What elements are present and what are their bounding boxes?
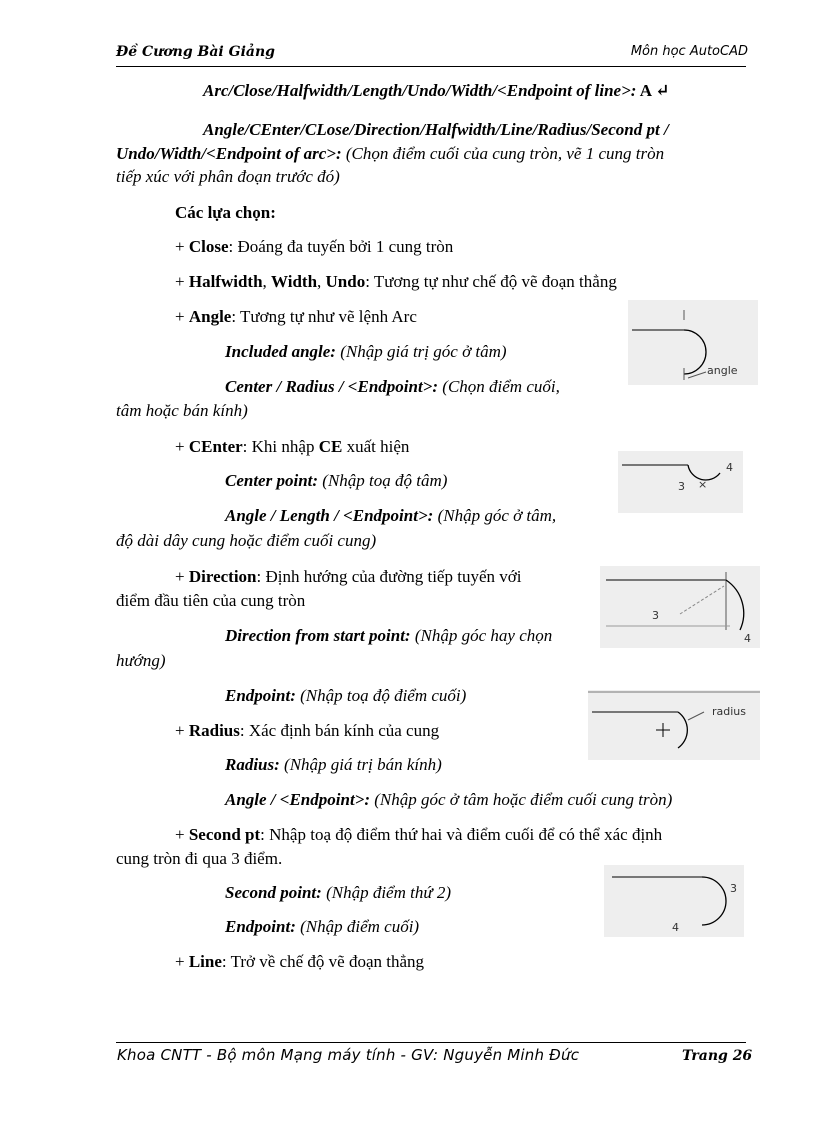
option-halfwidth: + Halfwidth, Width, Undo: Tương tự như chế độ vẽ đoạn thẳng — [175, 272, 617, 291]
radius-label: radius — [712, 705, 747, 718]
second-pt-arc-drawing — [604, 865, 744, 937]
option-center: + CEnter: Khi nhập CE xuất hiện — [175, 437, 410, 456]
direction-arrow — [680, 586, 724, 614]
figure-angle-arc — [628, 300, 758, 385]
center-cross-icon: × — [698, 478, 708, 491]
prompt-radius: Radius: (Nhập giá trị bán kính) — [225, 755, 442, 774]
prompt-center-radius-endpoint: Center / Radius / <Endpoint>: (Chọn điểm cuối, — [225, 377, 560, 396]
footer-page-number: Trang 26 — [682, 1048, 753, 1064]
prompt-text: Angle/CEnter/CLose/Direction/Halfwidth/Line/Radius/Second pt / — [203, 120, 669, 139]
prompt-direction-start: Direction from start point: (Nhập góc hay chọn — [225, 626, 553, 645]
option-direction: + Direction: Định hướng của đường tiếp tuyến với — [175, 567, 522, 586]
radius-pointer — [688, 712, 704, 720]
prompt-line-2 — [203, 119, 669, 141]
option-direction-cont: điểm đầu tiên của cung tròn — [116, 591, 306, 610]
second-pt-arc — [702, 877, 726, 925]
option-radius: + Radius: Xác định bán kính của cung — [175, 721, 440, 740]
prompt-endpoint: Endpoint: (Nhập toạ độ điểm cuối) — [225, 686, 467, 705]
footer-left: Khoa CNTT - Bộ môn Mạng máy tính - GV: Nguyễn Minh Đức — [117, 1046, 580, 1064]
figure-radius-arc — [588, 690, 760, 760]
prompt-angle-length-note: độ dài dây cung hoặc điểm cuối cung) — [116, 531, 377, 550]
option-second-pt-cont: cung tròn đi qua 3 điểm. — [116, 849, 283, 868]
direction-arc-drawing — [600, 566, 760, 648]
option-angle: + Angle: Tương tự như vẽ lệnh Arc — [175, 307, 417, 326]
figure-second-pt-arc — [604, 865, 744, 937]
second-pt-label-3: 3 — [730, 882, 737, 895]
direction-label-3: 3 — [652, 609, 659, 622]
radius-arc-drawing — [588, 690, 760, 760]
center-label-4: 4 — [726, 461, 733, 474]
option-close: + Close: Đoáng đa tuyến bởi 1 cung tròn — [175, 237, 454, 256]
prompt-answer: A ↵ — [636, 81, 670, 100]
prompt-included-angle: Included angle: (Nhập giá trị góc ở tâm) — [225, 342, 507, 361]
angle-arc — [684, 330, 706, 374]
choices-title: Các lựa chọn: — [175, 203, 276, 222]
footer-rule — [116, 1042, 746, 1043]
prompt-second-point: Second point: (Nhập điểm thứ 2) — [225, 883, 452, 902]
figure-direction-arc — [600, 566, 760, 648]
prompt-center-point: Center point: (Nhập toạ độ tâm) — [225, 471, 448, 490]
direction-label-4: 4 — [744, 632, 751, 645]
direction-arc — [726, 580, 744, 630]
prompt-line-3 — [116, 143, 664, 165]
prompt-text: Arc/Close/Halfwidth/Length/Undo/Width/<Endpoint of line>: — [203, 81, 637, 100]
figure-center-arc — [618, 451, 743, 513]
option-line: + Line: Trở về chế độ vẽ đoạn thẳng — [175, 952, 425, 971]
center-label-3: 3 — [678, 480, 685, 493]
radius-arc — [678, 712, 687, 748]
prompt-note: (Chọn điểm cuối của cung tròn, vẽ 1 cung tròn — [341, 144, 665, 163]
header-rule — [116, 66, 746, 67]
header-right: Môn học AutoCAD — [630, 44, 748, 59]
prompt-text: Undo/Width/<Endpoint of arc>: — [116, 144, 342, 163]
prompt-direction-note: hướng) — [116, 651, 166, 670]
center-arc-drawing — [618, 451, 743, 513]
prompt-angle-length-endpoint: Angle / Length / <Endpoint>: (Nhập góc ở tâm, — [225, 506, 557, 525]
second-pt-label-4: 4 — [672, 921, 679, 934]
prompt-angle-endpoint: Angle / <Endpoint>: (Nhập góc ở tâm hoặc điểm cuối cung tròn) — [225, 790, 673, 809]
option-second-pt: + Second pt: Nhập toạ độ điểm thứ hai và điểm cuối để có thể xác định — [175, 825, 663, 844]
angle-arc-drawing — [628, 300, 758, 385]
angle-label: angle — [707, 364, 738, 377]
prompt-endpoint-2: Endpoint: (Nhập điểm cuối) — [225, 917, 420, 936]
header-left: Đề Cương Bài Giảng — [116, 44, 275, 60]
prompt-line-4 — [116, 166, 340, 188]
prompt-center-radius-note: tâm hoặc bán kính) — [116, 401, 248, 420]
prompt-line-1 — [203, 80, 670, 102]
prompt-note: tiếp xúc với phân đoạn trước đó) — [116, 167, 340, 186]
